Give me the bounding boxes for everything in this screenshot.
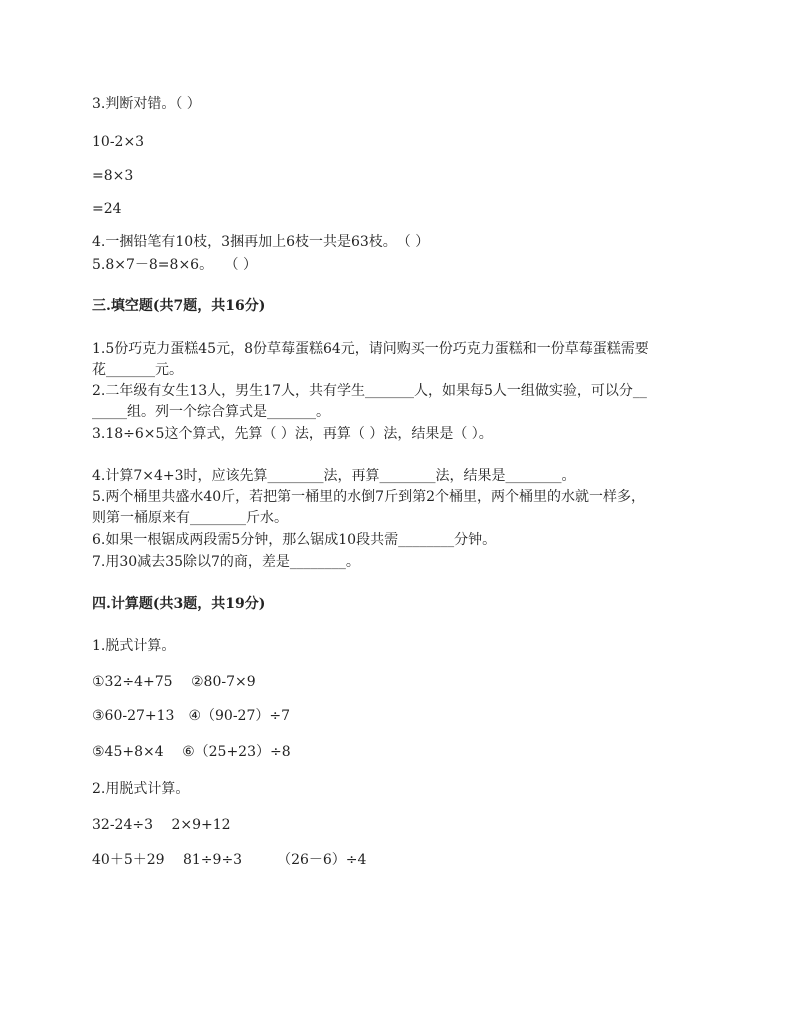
question-3-line-2: =8×3 — [92, 168, 134, 184]
fill-question-6: 6.如果一根锯成两段需5分钟，那么锯成10段共需________分钟。 — [92, 532, 497, 548]
calc-question-1-row-3: ⑤45+8×4 ⑥（25+23）÷8 — [92, 744, 291, 760]
fill-question-4: 4.计算7×4+3时，应该先算________法，再算________法，结果是________。 — [92, 468, 576, 484]
calc-question-1-row-1: ①32÷4+75 ②80-7×9 — [92, 674, 256, 690]
fill-question-5-line-2: 则第一桶原来有________斤水。 — [92, 510, 288, 526]
question-5: 5.8×7－8=8×6。 （ ） — [92, 257, 257, 273]
calc-question-2-row-1: 32-24÷3 2×9+12 — [92, 817, 231, 833]
question-4: 4.一捆铅笔有10枝，3捆再加上6枝一共是63枝。 （ ） — [92, 234, 430, 250]
section-4-heading: 四.计算题(共3题，共19分) — [92, 596, 266, 612]
fill-question-3: 3.18÷6×5这个算式，先算（ ）法，再算（ ）法，结果是（ ）。 — [92, 426, 493, 442]
question-3-title: 3.判断对错。（ ） — [92, 96, 201, 112]
question-3-line-1: 10-2×3 — [92, 134, 145, 150]
question-3-line-3: =24 — [92, 201, 122, 217]
fill-question-2-line-1: 2.二年级有女生13人，男生17人，共有学生_______人，如果每5人一组做实验，可以分__ — [92, 383, 647, 399]
calc-question-2-title: 2.用脱式计算。 — [92, 781, 190, 797]
fill-question-7: 7.用30减去35除以7的商，差是________。 — [92, 554, 360, 570]
calc-question-1-title: 1.脱式计算。 — [92, 638, 176, 654]
fill-question-1-line-2: 花_______元。 — [92, 362, 183, 378]
fill-question-1-line-1: 1.5份巧克力蛋糕45元，8份草莓蛋糕64元，请问购买一份巧克力蛋糕和一份草莓蛋糕需要 — [92, 341, 649, 357]
section-3-heading: 三.填空题(共7题，共16分) — [92, 298, 266, 314]
fill-question-2-line-2: _____组。列一个综合算式是_______。 — [92, 404, 330, 420]
calc-question-2-row-2: 40＋5＋29 81÷9÷3 （26－6）÷4 — [92, 852, 367, 868]
fill-question-5-line-1: 5.两个桶里共盛水40斤，若把第一桶里的水倒7斤到第2个桶里，两个桶里的水就一样多， — [92, 489, 645, 505]
calc-question-1-row-2: ③60-27+13 ④（90-27）÷7 — [92, 708, 291, 724]
